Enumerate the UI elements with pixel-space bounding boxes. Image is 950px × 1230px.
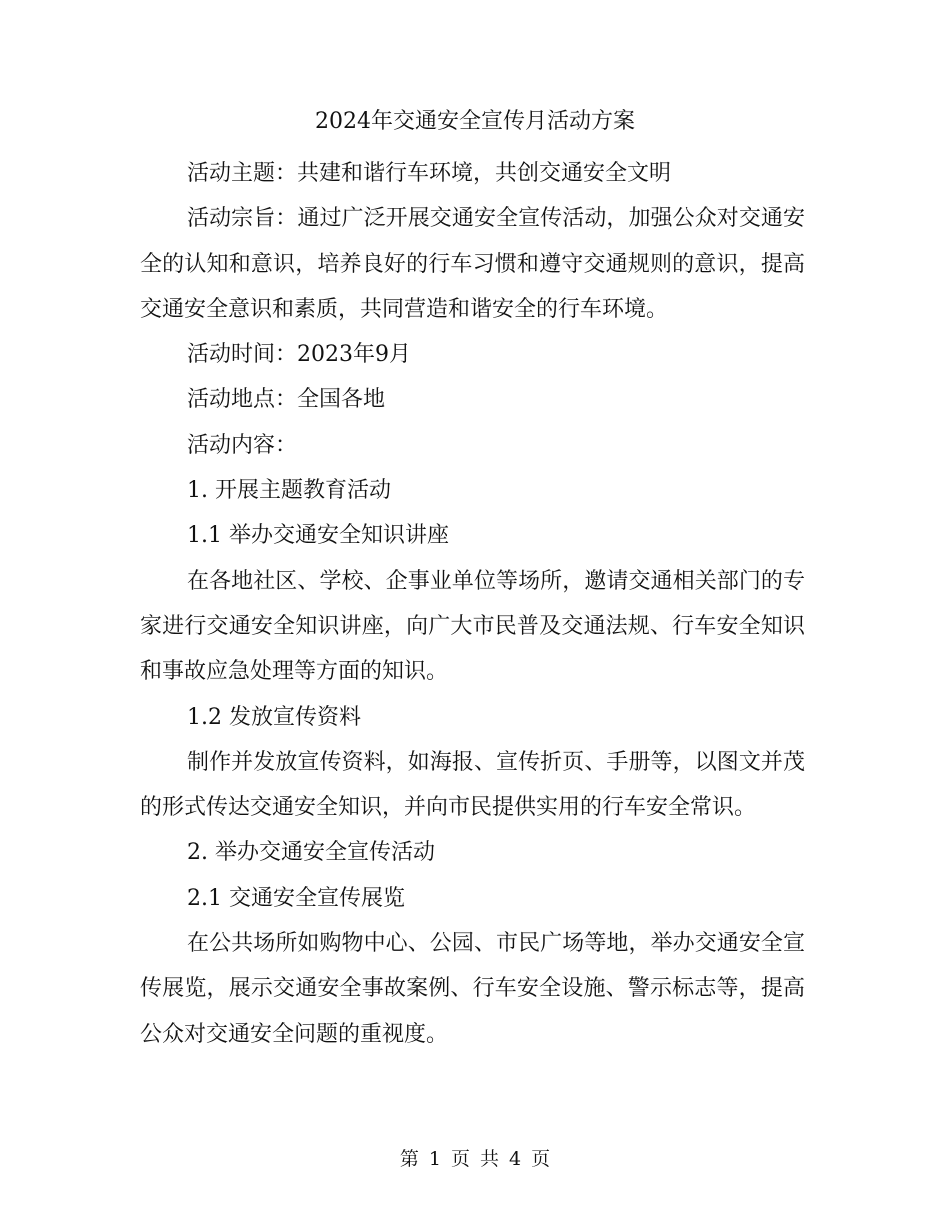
paragraph-content-label: 活动内容： xyxy=(187,432,298,458)
paragraph-materials: 制作并发放宣传资料，如海报、宣传折页、手册等，以图文并茂的形式传达交通安全知识，并向市民提供实用的行车安全常识。 xyxy=(140,749,805,821)
subsection-heading-1-2: 1.2 发放宣传资料 xyxy=(187,704,361,730)
paragraph-lecture: 在各地社区、学校、企事业单位等场所，邀请交通相关部门的专家进行交通安全知识讲座，向广大市民普及交通法规、行车安全知识和事故应急处理等方面的知识。 xyxy=(140,568,805,685)
document-title: 2024年交通安全宣传月活动方案 xyxy=(315,109,635,134)
paragraph-exhibition: 在公共场所如购物中心、公园、市民广场等地，举办交通安全宣传展览，展示交通安全事故案例、行车安全设施、警示标志等，提高公众对交通安全问题的重视度。 xyxy=(140,931,805,1047)
section-heading-1: 1. 开展主题教育活动 xyxy=(187,478,391,504)
document-body xyxy=(140,151,805,1057)
subsection-heading-1-1: 1.1 举办交通安全知识讲座 xyxy=(187,523,449,549)
paragraph-time: 活动时间：2023年9月 xyxy=(187,342,411,368)
paragraph-location: 活动地点：全国各地 xyxy=(187,387,386,413)
section-heading-2: 2. 举办交通安全宣传活动 xyxy=(187,840,435,866)
paragraph-theme: 活动主题：共建和谐行车环境，共创交通安全文明 xyxy=(187,161,672,186)
paragraph-purpose: 活动宗旨：通过广泛开展交通安全宣传活动，加强公众对交通安全的认知和意识，培养良好的行车习惯和遵守交通规则的意识，提高交通安全意识和素质，共同营造和谐安全的行车环境。 xyxy=(140,206,805,322)
subsection-heading-2-1: 2.1 交通安全宣传展览 xyxy=(187,885,405,911)
page-footer: 第 1 页 共 4 页 xyxy=(399,1148,551,1170)
